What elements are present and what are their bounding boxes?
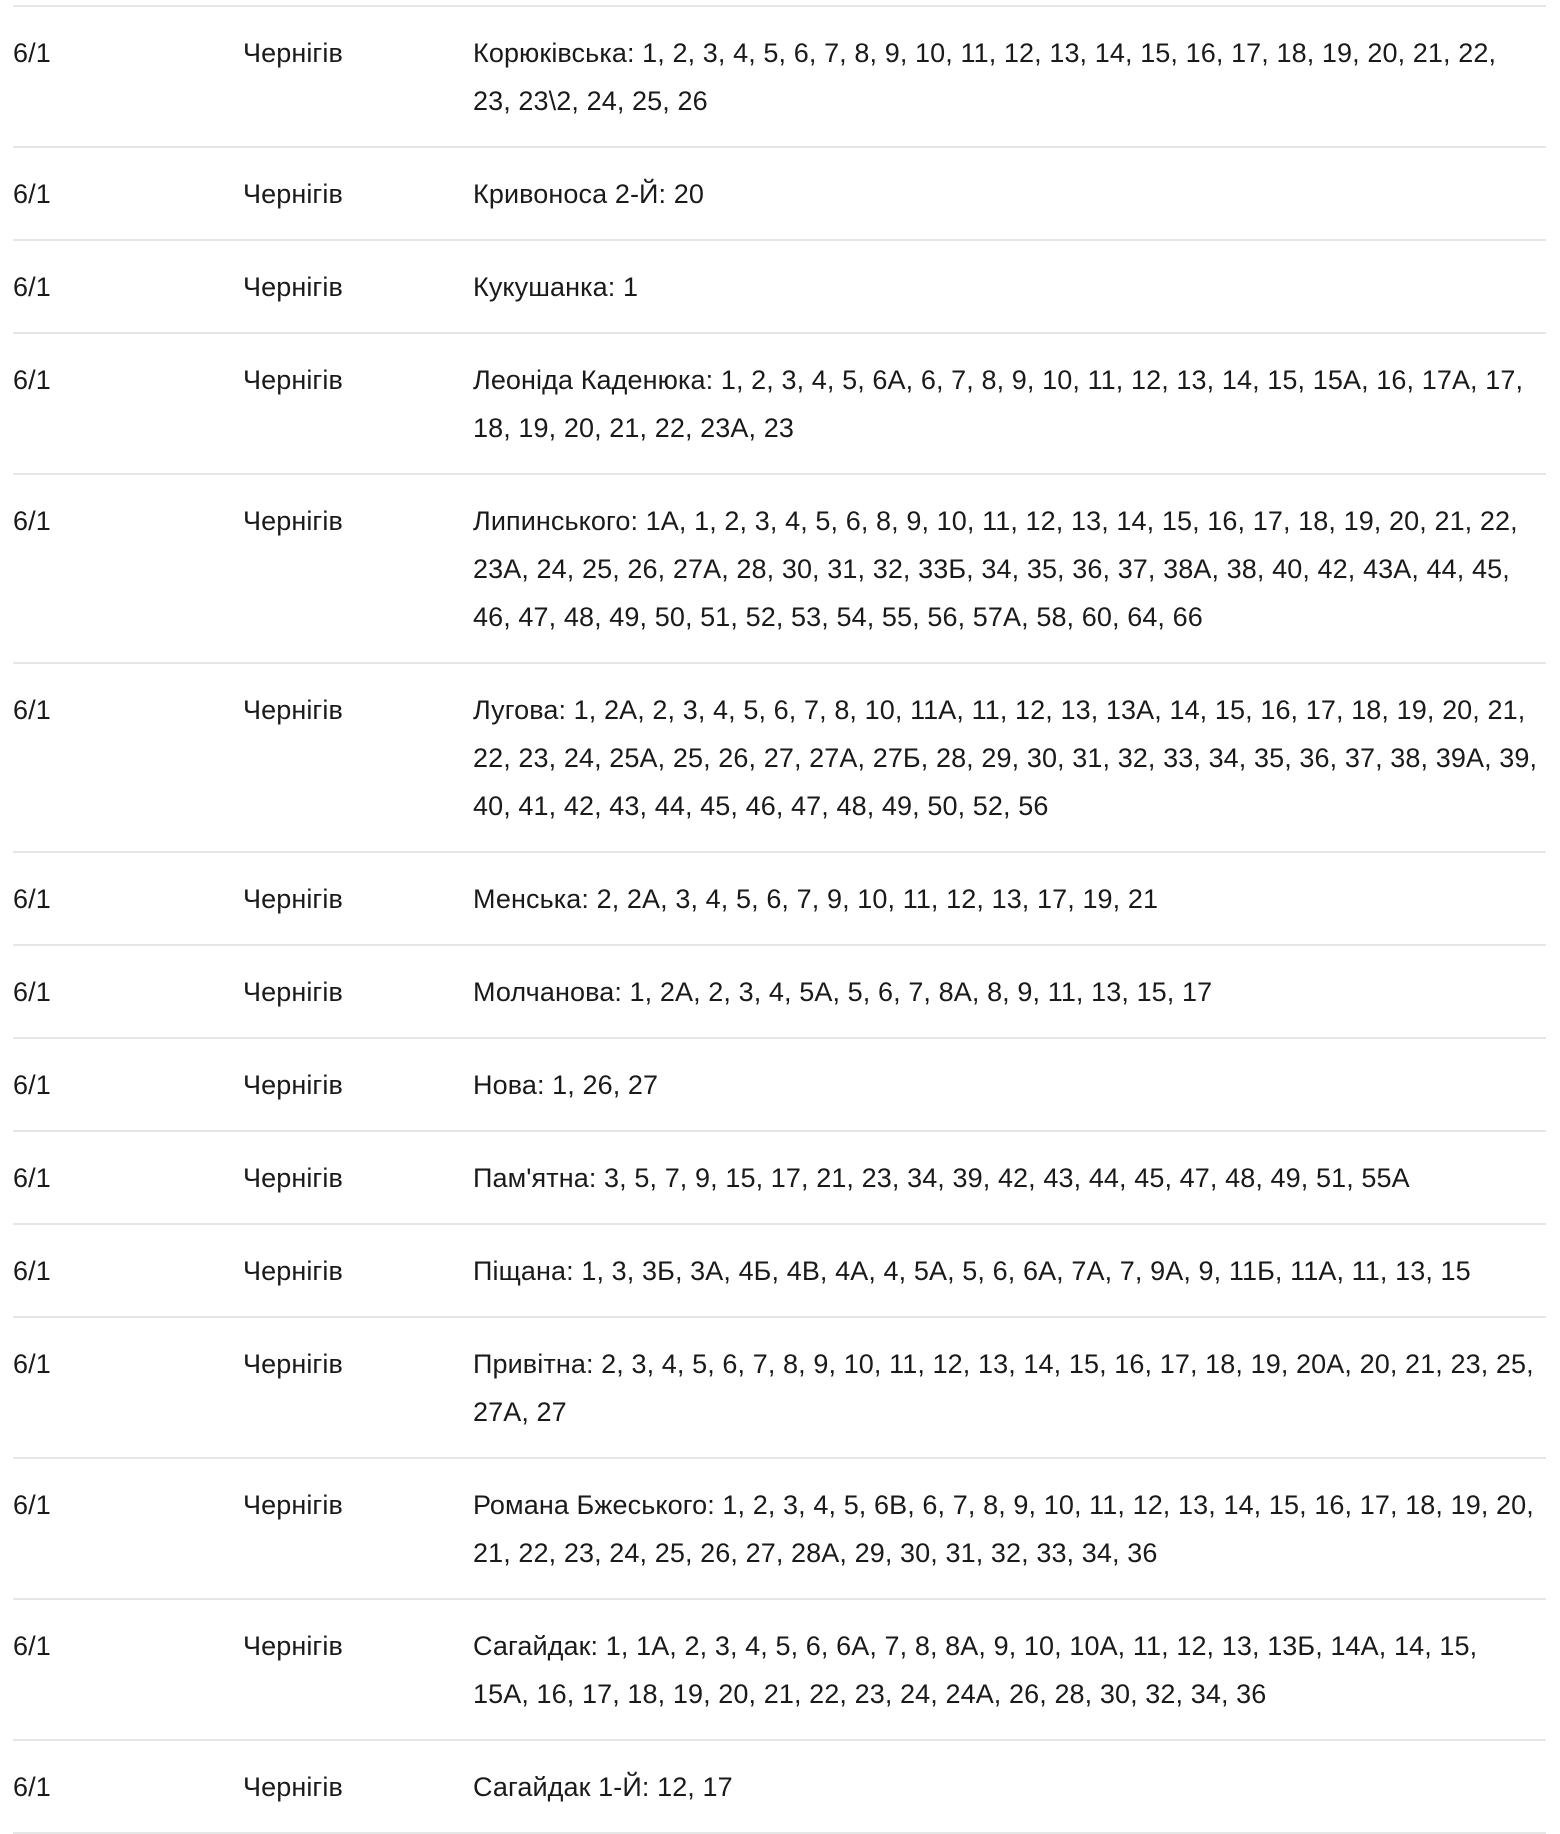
queue-cell: 6/1 — [13, 1070, 51, 1100]
city-cell: Чернігів — [243, 1631, 343, 1661]
city-cell: Чернігів — [243, 1070, 343, 1100]
queue-cell: 6/1 — [13, 695, 51, 725]
queue-cell: 6/1 — [13, 506, 51, 536]
addresses-cell: Липинського: 1А, 1, 2, 3, 4, 5, 6, 8, 9, 10, 11, 12, 13, 14, 15, 16, 17, 18, 19, 20, 21, 22, 23А, 24, 25, 26, 27А, 28, 30, 31, 32, 33Б, 34, 35, 36, 37, 38А, 38, 40, 42, 43А, 44, 45, 46, 47, 48, 49, 50, 51, 52, 53, 54, 55, 56, 57А, 58, 60, 64, 66 — [473, 506, 1518, 632]
addresses-cell: Пам'ятна: 3, 5, 7, 9, 15, 17, 21, 23, 34, 39, 42, 43, 44, 45, 47, 48, 49, 51, 55А — [473, 1163, 1410, 1193]
addresses-cell: Молчанова: 1, 2А, 2, 3, 4, 5А, 5, 6, 7, 8А, 8, 9, 11, 13, 15, 17 — [473, 977, 1213, 1007]
addresses-cell: Корюківська: 1, 2, 3, 4, 5, 6, 7, 8, 9, 10, 11, 12, 13, 14, 15, 16, 17, 18, 19, 20, 21, 22, 23, 23\2, 24, 25, 26 — [473, 38, 1497, 116]
queue-cell: 6/1 — [13, 1349, 51, 1379]
city-cell: Чернігів — [243, 506, 343, 536]
queue-cell: 6/1 — [13, 365, 51, 395]
table-row — [13, 1318, 1546, 1459]
table-row — [13, 1459, 1546, 1600]
queue-cell: 6/1 — [13, 179, 51, 209]
table-row — [13, 148, 1546, 241]
city-cell: Чернігів — [243, 1349, 343, 1379]
queue-cell: 6/1 — [13, 1490, 51, 1520]
addresses-cell: Сагайдак: 1, 1А, 2, 3, 4, 5, 6, 6А, 7, 8, 8А, 9, 10, 10А, 11, 12, 13, 13Б, 14А, 14, 15, 15А, 16, 17, 18, 19, 20, 21, 22, 23, 24, 24А, 26, 28, 30, 32, 34, 36 — [473, 1631, 1478, 1709]
queue-cell: 6/1 — [13, 1772, 51, 1802]
addresses-cell: Леоніда Каденюка: 1, 2, 3, 4, 5, 6А, 6, 7, 8, 9, 10, 11, 12, 13, 14, 15, 15А, 16, 17А, 17, 18, 19, 20, 21, 22, 23А, 23 — [473, 365, 1524, 443]
queue-cell: 6/1 — [13, 272, 51, 302]
outage-schedule-table — [13, 5, 1546, 1834]
city-cell: Чернігів — [243, 884, 343, 914]
city-cell: Чернігів — [243, 1490, 343, 1520]
table-row — [13, 1741, 1546, 1834]
city-cell: Чернігів — [243, 977, 343, 1007]
queue-cell: 6/1 — [13, 977, 51, 1007]
table-row — [13, 664, 1546, 853]
addresses-cell: Піщана: 1, 3, 3Б, 3А, 4Б, 4В, 4А, 4, 5А, 5, 6, 6А, 7А, 7, 9А, 9, 11Б, 11А, 11, 13, 15 — [473, 1256, 1471, 1286]
addresses-cell: Привітна: 2, 3, 4, 5, 6, 7, 8, 9, 10, 11, 12, 13, 14, 15, 16, 17, 18, 19, 20А, 20, 21, 23, 25, 27А, 27 — [473, 1349, 1534, 1427]
table-row — [13, 946, 1546, 1039]
addresses-cell: Нова: 1, 26, 27 — [473, 1070, 659, 1100]
table-row — [13, 7, 1546, 148]
addresses-cell: Романа Бжеського: 1, 2, 3, 4, 5, 6В, 6, 7, 8, 9, 10, 11, 12, 13, 14, 15, 16, 17, 18, 19, 20, 21, 22, 23, 24, 25, 26, 27, 28А, 29, 30, 31, 32, 33, 34, 36 — [473, 1490, 1534, 1568]
queue-cell: 6/1 — [13, 1256, 51, 1286]
table-row — [13, 1225, 1546, 1318]
city-cell: Чернігів — [243, 1163, 343, 1193]
table-row — [13, 1132, 1546, 1225]
addresses-cell: Сагайдак 1-Й: 12, 17 — [473, 1772, 733, 1802]
addresses-cell: Кукушанка: 1 — [473, 272, 639, 302]
city-cell: Чернігів — [243, 179, 343, 209]
city-cell: Чернігів — [243, 695, 343, 725]
addresses-cell: Лугова: 1, 2А, 2, 3, 4, 5, 6, 7, 8, 10, 11А, 11, 12, 13, 13А, 14, 15, 16, 17, 18, 19, 20, 21, 22, 23, 24, 25А, 25, 26, 27, 27А, 27Б, 28, 29, 30, 31, 32, 33, 34, 35, 36, 37, 38, 39А, 39, 40, 41, 42, 43, 44, 45, 46, 47, 48, 49, 50, 52, 56 — [473, 695, 1538, 821]
table-row — [13, 853, 1546, 946]
city-cell: Чернігів — [243, 272, 343, 302]
table-row — [13, 1039, 1546, 1132]
city-cell: Чернігів — [243, 38, 343, 68]
addresses-cell: Кривоноса 2-Й: 20 — [473, 179, 704, 209]
queue-cell: 6/1 — [13, 884, 51, 914]
queue-cell: 6/1 — [13, 38, 51, 68]
table-row — [13, 475, 1546, 664]
queue-cell: 6/1 — [13, 1631, 51, 1661]
addresses-cell: Менська: 2, 2А, 3, 4, 5, 6, 7, 9, 10, 11, 12, 13, 17, 19, 21 — [473, 884, 1159, 914]
city-cell: Чернігів — [243, 1256, 343, 1286]
queue-cell: 6/1 — [13, 1163, 51, 1193]
city-cell: Чернігів — [243, 365, 343, 395]
table-row — [13, 334, 1546, 475]
city-cell: Чернігів — [243, 1772, 343, 1802]
table-row — [13, 241, 1546, 334]
table-row — [13, 1600, 1546, 1741]
